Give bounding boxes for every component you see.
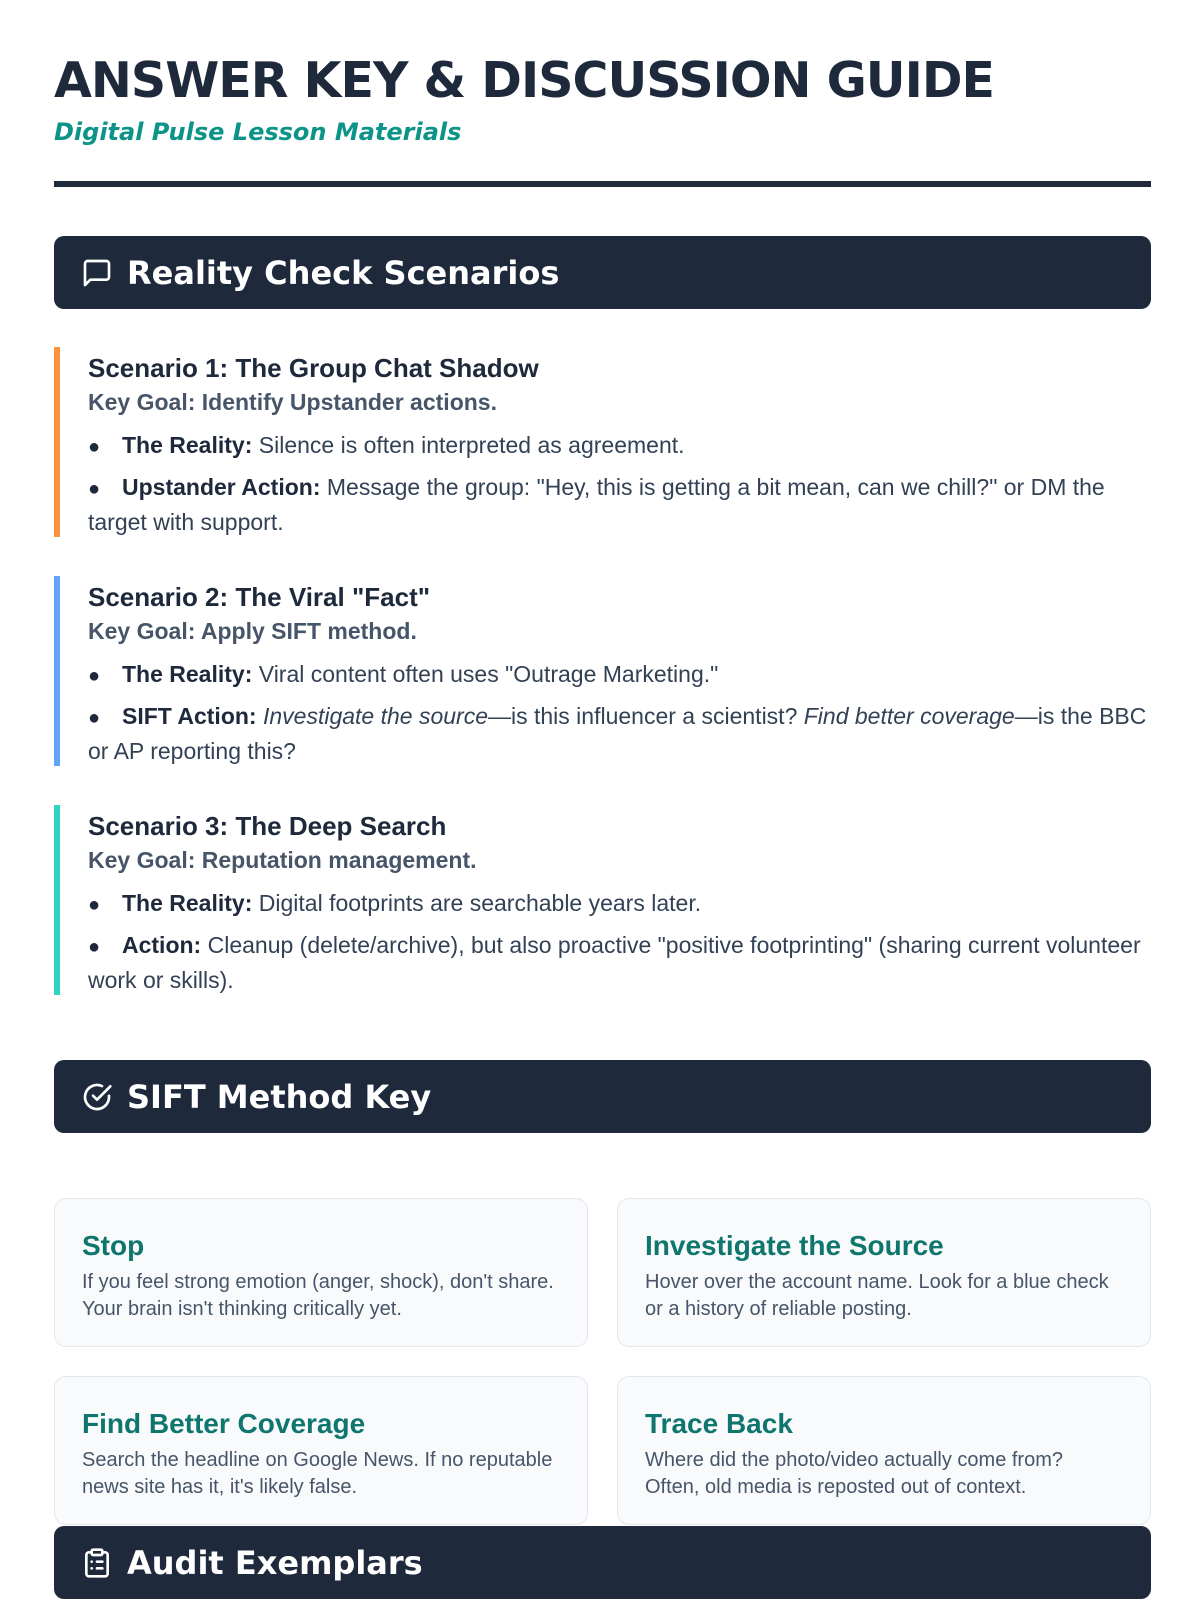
item-text: Cleanup (delete/archive), but also proactive "positive footprinting" (sharing current volunteer work or skills). bbox=[88, 932, 1141, 993]
scenario-card-2 bbox=[54, 576, 1151, 766]
item-label: SIFT Action: bbox=[122, 703, 257, 729]
bullet-icon: ● bbox=[88, 665, 101, 687]
item-emphasis-coverage: Find better coverage bbox=[803, 703, 1015, 729]
item-text: Viral content often uses "Outrage Marketing." bbox=[252, 661, 719, 687]
list-item bbox=[88, 429, 1151, 464]
scenario-title: Scenario 1: The Group Chat Shadow bbox=[88, 353, 539, 383]
card-title: Trace Back bbox=[645, 1408, 793, 1439]
card-title: Stop bbox=[82, 1230, 145, 1261]
title-divider bbox=[54, 181, 1151, 187]
card-text: Where did the photo/video actually come from? Often, old media is reposted out of context. bbox=[645, 1449, 1063, 1498]
section-header-audit-exemplars bbox=[54, 1526, 1151, 1599]
page-subtitle: Digital Pulse Lesson Materials bbox=[54, 118, 462, 146]
page-title: ANSWER KEY & DISCUSSION GUIDE bbox=[54, 52, 994, 109]
item-text: Digital footprints are searchable years later. bbox=[252, 890, 702, 916]
sift-card-find-coverage bbox=[54, 1376, 588, 1525]
scenario-points bbox=[88, 887, 1151, 997]
sift-card-trace-back bbox=[617, 1376, 1151, 1525]
scenario-title: Scenario 3: The Deep Search bbox=[88, 811, 447, 841]
check-circle-icon bbox=[80, 1080, 114, 1114]
sift-card-stop bbox=[54, 1198, 588, 1347]
clipboard-list-icon bbox=[80, 1546, 114, 1580]
section-title: Reality Check Scenarios bbox=[127, 253, 560, 292]
item-text-end: —is the BBC or AP reporting this? bbox=[88, 703, 1147, 764]
card-title: Investigate the Source bbox=[645, 1230, 944, 1261]
section-header-sift-key bbox=[54, 1060, 1151, 1133]
item-text: —is this influencer a scientist? bbox=[488, 703, 804, 729]
list-item bbox=[88, 471, 1151, 539]
bullet-icon: ● bbox=[88, 436, 101, 458]
bullet-icon: ● bbox=[88, 707, 101, 729]
message-square-icon bbox=[80, 256, 114, 290]
bullet-icon: ● bbox=[88, 936, 101, 958]
scenario-goal: Key Goal: Apply SIFT method. bbox=[88, 618, 417, 644]
list-item bbox=[88, 887, 1151, 922]
list-item bbox=[88, 929, 1151, 997]
scenario-card-1 bbox=[54, 347, 1151, 537]
scenario-points bbox=[88, 658, 1151, 768]
item-emphasis-source: Investigate the source bbox=[262, 703, 488, 729]
scenario-card-3 bbox=[54, 805, 1151, 995]
bullet-icon: ● bbox=[88, 894, 101, 916]
card-title: Find Better Coverage bbox=[82, 1408, 366, 1439]
item-text: Message the group: "Hey, this is getting a bit mean, can we chill?" or DM the target with support. bbox=[88, 474, 1105, 535]
section-title: Audit Exemplars bbox=[127, 1543, 423, 1582]
list-item bbox=[88, 658, 1151, 693]
sift-card-investigate bbox=[617, 1198, 1151, 1347]
item-label: Upstander Action: bbox=[122, 474, 321, 500]
section-header-reality-check bbox=[54, 236, 1151, 309]
item-label: The Reality: bbox=[122, 432, 253, 458]
card-text: If you feel strong emotion (anger, shock), don't share. Your brain isn't thinking critically yet. bbox=[82, 1271, 554, 1320]
card-text: Search the headline on Google News. If no reputable news site has it, it's likely false. bbox=[82, 1449, 553, 1498]
scenario-title: Scenario 2: The Viral "Fact" bbox=[88, 582, 431, 612]
card-text: Hover over the account name. Look for a blue check or a history of reliable posting. bbox=[645, 1271, 1109, 1320]
list-item bbox=[88, 700, 1151, 768]
scenario-points bbox=[88, 429, 1151, 539]
scenario-goal: Key Goal: Reputation management. bbox=[88, 847, 477, 873]
scenario-goal: Key Goal: Identify Upstander actions. bbox=[88, 389, 497, 415]
item-label: The Reality: bbox=[122, 661, 253, 687]
section-title: SIFT Method Key bbox=[127, 1077, 432, 1116]
bullet-icon: ● bbox=[88, 478, 101, 500]
item-label: The Reality: bbox=[122, 890, 253, 916]
item-text: Silence is often interpreted as agreement. bbox=[252, 432, 685, 458]
item-label: Action: bbox=[122, 932, 202, 958]
